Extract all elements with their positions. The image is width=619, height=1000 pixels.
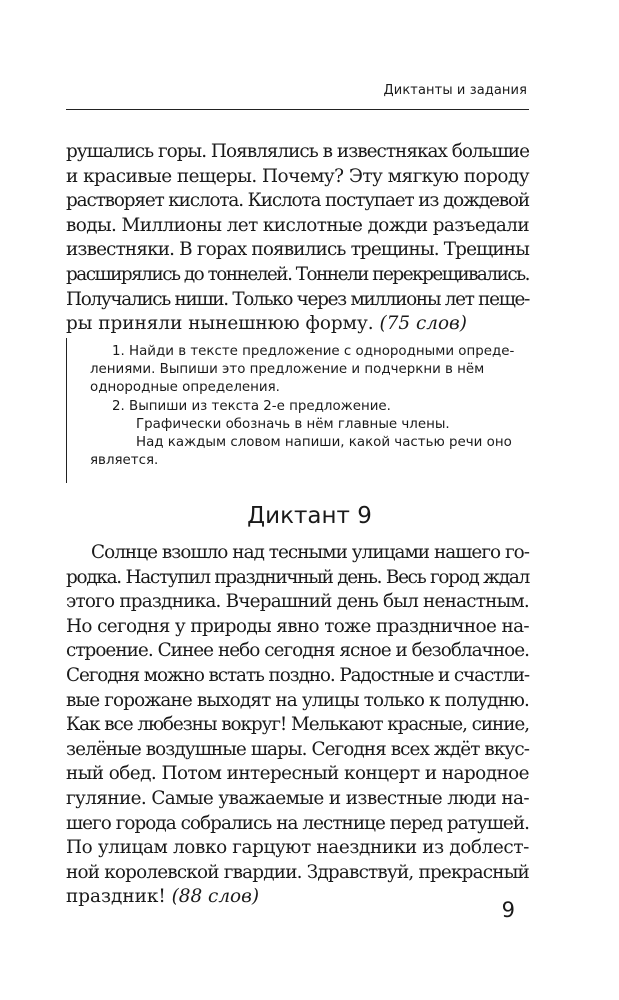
text-line: шего города собрались на лестнице перед ратушей. [66, 812, 529, 834]
text-line: Солнце взошло над тесными улицами нашего го- [91, 542, 529, 563]
passage-continuation [66, 140, 529, 337]
text-line-last [66, 312, 529, 337]
text-fragment: праздник! [66, 886, 166, 908]
word-count: (88 слов) [171, 886, 259, 908]
header-rule [66, 109, 529, 110]
task-line: лениями. Выпиши это предложение и подчеркни в нём [90, 362, 485, 378]
text-line: ной королевской гвардии. Здравствуй, прекрасный [66, 861, 529, 883]
task-line: однородные определения. [90, 380, 280, 396]
tasks-box [66, 338, 530, 483]
task-line: Над каждым словом напиши, какой частью речи оно [136, 435, 512, 451]
text-line: Как все любезны вокруг! Мелькают красные, синие, [66, 714, 529, 736]
text-line: Но сегодня у природы явно тоже праздничное на- [66, 615, 529, 637]
page-number: 9 [501, 898, 515, 922]
task-line: является. [90, 453, 159, 469]
running-title: Диктанты и задания [383, 83, 527, 98]
text-line: зелёные воздушные шары. Сегодня всех ждёт вкус- [66, 738, 529, 760]
text-line: расширялись до тоннелей. Тоннели перекрещивались. [66, 263, 529, 285]
text-line: растворяет кислота. Кислота поступает из дождевой [66, 190, 529, 212]
text-line: ный обед. Потом интересный концерт и народное [66, 763, 529, 785]
text-line: гуляние. Самые уважаемые и известные люди на- [66, 787, 529, 809]
text-line: родка. Наступил праздничный день. Весь город ждал [66, 566, 529, 588]
text-line: этого праздника. Вчерашний день был ненастным. [66, 591, 529, 613]
text-line: вые горожане выходят на улицы только к полудню. [66, 689, 529, 711]
dictation-text [66, 541, 529, 910]
word-count: (75 слов) [379, 313, 467, 335]
text-line: известняки. В горах появились трещины. Трещины [66, 239, 529, 261]
text-line: строение. Синее небо сегодня ясное и безоблачное. [66, 640, 529, 662]
tasks-list [90, 343, 522, 470]
text-line: и красивые пещеры. Почему? Эту мягкую породу [66, 165, 529, 187]
task-line: Графически обозначь в нём главные члены. [136, 416, 450, 432]
task-line: 1. Найди в тексте предложение с однородными опреде- [112, 344, 515, 359]
text-line: Получались ниши. Только через миллионы лет пеще- [66, 288, 529, 310]
text-line: По улицам ловко гарцуют наездники из доблест- [66, 837, 530, 859]
text-line: рушались горы. Появлялись в известняках большие [66, 141, 529, 162]
dictation-title: Диктант 9 [247, 503, 372, 529]
text-line: Сегодня можно встать поздно. Радостные и счастли- [66, 664, 529, 686]
text-fragment: ры приняли нынешнюю форму. [66, 313, 374, 335]
task-line: 2. Выпиши из текста 2-е предложение. [112, 398, 391, 414]
text-line-last [66, 885, 529, 910]
text-line: воды. Миллионы лет кислотные дожди разъедали [66, 214, 529, 236]
